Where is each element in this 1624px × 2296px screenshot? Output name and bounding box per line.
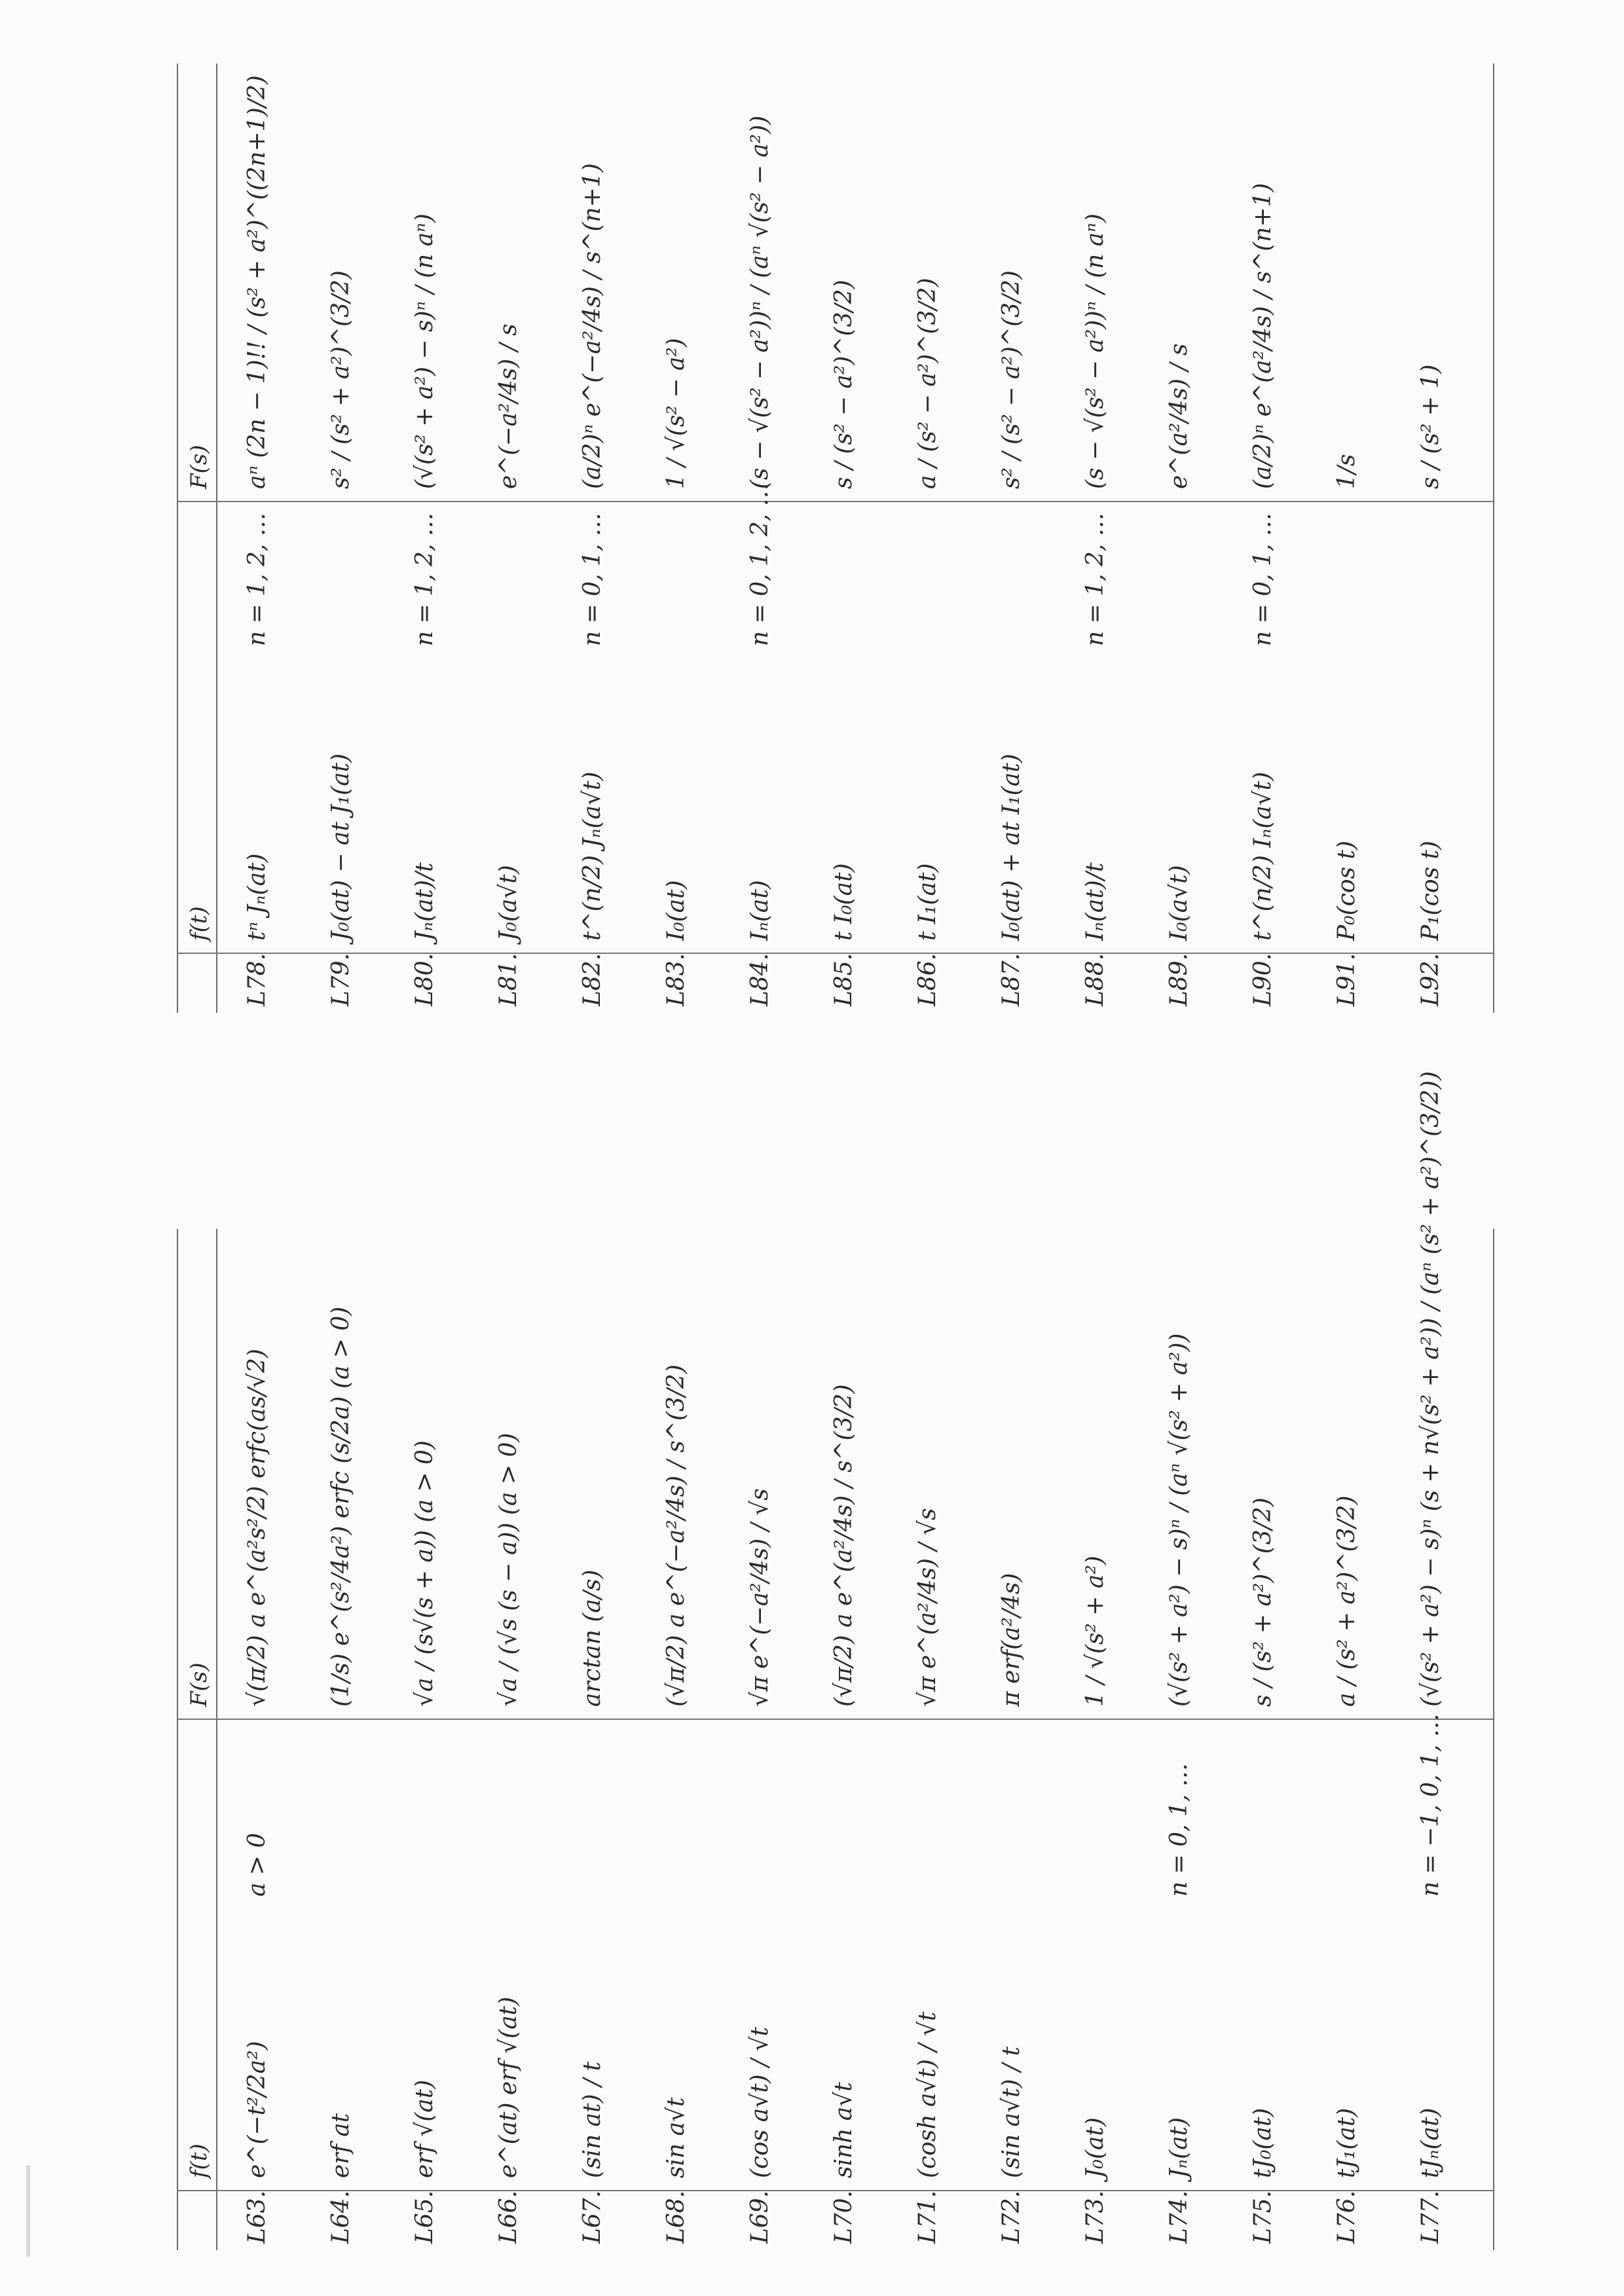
condition: n = 0, 1, … bbox=[1166, 1763, 1192, 1897]
row-id: L90. bbox=[1249, 953, 1276, 1006]
condition: a > 0 bbox=[244, 1832, 270, 1897]
header-ft: f(t) bbox=[186, 2143, 212, 2178]
laplace-transform: (1/s) e^(s²/4a²) erfc (s/2a) (a > 0) bbox=[327, 1306, 354, 1707]
laplace-transform: (a/2)ⁿ e^(−a²/4s) / s^(n+1) bbox=[579, 163, 606, 489]
laplace-transform: 1/s bbox=[1333, 454, 1360, 489]
time-function: tJ₀(at) bbox=[1249, 2107, 1276, 2178]
laplace-transform: (a/2)ⁿ e^(a²/4s) / s^(n+1) bbox=[1249, 183, 1276, 489]
laplace-transform: (√(s² + a²) − s)ⁿ / (aⁿ √(s² + a²)) bbox=[1166, 1333, 1192, 1707]
header-Fs: F(s) bbox=[186, 445, 212, 489]
condition: n = 0, 1, 2, … bbox=[747, 483, 773, 646]
row-id: L89. bbox=[1166, 953, 1192, 1006]
laplace-transform: s² / (s² − a²)^(3/2) bbox=[998, 270, 1025, 489]
column-divider bbox=[177, 501, 1493, 502]
row-id: L83. bbox=[663, 953, 690, 1006]
row-id: L75. bbox=[1249, 2190, 1276, 2244]
row-id: L72. bbox=[998, 2190, 1025, 2244]
time-function: erf √(at) bbox=[411, 2079, 438, 2178]
row-id: L82. bbox=[579, 953, 606, 1006]
header-rule bbox=[216, 1229, 217, 2250]
time-function: I₀(at) bbox=[663, 880, 690, 941]
header-rule bbox=[216, 64, 217, 1013]
row-id: L79. bbox=[327, 953, 354, 1006]
time-function: Jₙ(at) bbox=[1166, 2117, 1192, 2178]
condition: n = 0, 1, … bbox=[579, 513, 606, 646]
time-function: t I₀(at) bbox=[830, 863, 857, 941]
time-function: (cos a√t) / √t bbox=[747, 2026, 773, 2178]
laplace-transform: 1 / √(s² + a²) bbox=[1082, 1556, 1109, 1707]
table-top-rule bbox=[177, 64, 178, 1013]
row-id: L70. bbox=[830, 2190, 857, 2244]
time-function: sin a√t bbox=[663, 2097, 690, 2178]
condition: n = −1, 0, 1, … bbox=[1417, 1713, 1444, 1897]
row-id: L85. bbox=[830, 953, 857, 1006]
column-divider bbox=[177, 1719, 1493, 1720]
time-function: P₀(cos t) bbox=[1333, 841, 1360, 941]
laplace-transform: e^(−a²/4s) / s bbox=[495, 323, 522, 489]
time-function: t^(n/2) Jₙ(a√t) bbox=[579, 771, 606, 941]
laplace-transform: a / (s² − a²)^(3/2) bbox=[914, 278, 941, 489]
row-id: L71. bbox=[914, 2190, 941, 2244]
laplace-transform: (√π/2) a e^(−a²/4s) / s^(3/2) bbox=[663, 1364, 690, 1707]
row-id: L76. bbox=[1333, 2190, 1360, 2244]
time-function: (sin at) / t bbox=[579, 2061, 606, 2178]
row-id: L77. bbox=[1417, 2190, 1444, 2244]
time-function: tⁿ Jₙ(at) bbox=[244, 853, 270, 941]
time-function: tJₙ(at) bbox=[1417, 2107, 1444, 2178]
table-bottom-rule bbox=[1493, 1229, 1494, 2250]
time-function: J₀(at) − at J₁(at) bbox=[327, 753, 354, 941]
row-id: L87. bbox=[998, 953, 1025, 1006]
row-id: L67. bbox=[579, 2190, 606, 2244]
laplace-transform: √(π/2) a e^(a²s²/2) erfc(as/√2) bbox=[244, 1349, 270, 1707]
laplace-transform: 1 / √(s² − a²) bbox=[663, 338, 690, 489]
laplace-transform: s / (s² + 1) bbox=[1417, 364, 1444, 489]
time-function: Iₙ(at)/t bbox=[1082, 862, 1109, 941]
row-id: L69. bbox=[747, 2190, 773, 2244]
time-function: e^(at) erf √(at) bbox=[495, 1996, 522, 2178]
laplace-transform: s² / (s² + a²)^(3/2) bbox=[327, 270, 354, 489]
laplace-transform: (s − √(s² − a²))ⁿ / (n aⁿ) bbox=[1082, 213, 1109, 489]
laplace-transform: s / (s² + a²)^(3/2) bbox=[1249, 1497, 1276, 1707]
header-ft: f(t) bbox=[186, 906, 212, 941]
time-function: sinh a√t bbox=[830, 2082, 857, 2178]
row-id: L84. bbox=[747, 953, 773, 1006]
laplace-transform: e^(a²/4s) / s bbox=[1166, 343, 1192, 489]
time-function: erf at bbox=[327, 2113, 354, 2178]
row-id: L66. bbox=[495, 2190, 522, 2244]
time-function: Iₙ(at) bbox=[747, 880, 773, 941]
time-function: (cosh a√t) / √t bbox=[914, 2011, 941, 2178]
time-function: (sin a√t) / t bbox=[998, 2046, 1025, 2178]
row-id: L91. bbox=[1333, 953, 1360, 1006]
laplace-transform: √π e^(a²/4s) / √s bbox=[914, 1508, 941, 1707]
time-function: Jₙ(at)/t bbox=[411, 862, 438, 941]
time-function: I₀(at) + at I₁(at) bbox=[998, 754, 1025, 941]
row-id: L86. bbox=[914, 953, 941, 1006]
time-function: t^(n/2) Iₙ(a√t) bbox=[1249, 771, 1276, 941]
row-id: L65. bbox=[411, 2190, 438, 2244]
time-function: J₀(at) bbox=[1082, 2117, 1109, 2178]
condition: n = 0, 1, … bbox=[1249, 513, 1276, 646]
row-id: L64. bbox=[327, 2190, 354, 2244]
row-id: L81. bbox=[495, 953, 522, 1006]
time-function: I₀(a√t) bbox=[1166, 865, 1192, 941]
row-id: L78. bbox=[244, 953, 270, 1006]
laplace-transform: aⁿ (2n − 1)!! / (s² + a²)^((2n+1)/2) bbox=[244, 75, 270, 489]
laplace-transform: (√(s² + a²) − s)ⁿ (s + n√(s² + a²)) / (aⁿ (s² + a²)^(3/2)) bbox=[1417, 1071, 1444, 1707]
row-id: L74. bbox=[1166, 2190, 1192, 2244]
laplace-transform: a / (s² + a²)^(3/2) bbox=[1333, 1495, 1360, 1707]
condition: n = 1, 2, … bbox=[1082, 513, 1109, 646]
row-id: L80. bbox=[411, 953, 438, 1006]
laplace-transform: √π e^(−a²/4s) / √s bbox=[747, 1488, 773, 1707]
laplace-transform: s / (s² − a²)^(3/2) bbox=[830, 280, 857, 489]
laplace-transform: (√(s² + a²) − s)ⁿ / (n aⁿ) bbox=[411, 213, 438, 489]
time-function: e^(−t²/2a²) bbox=[244, 2041, 270, 2178]
condition: n = 1, 2, … bbox=[244, 513, 270, 646]
row-id: L63. bbox=[244, 2190, 270, 2244]
time-function: J₀(a√t) bbox=[495, 865, 522, 941]
condition: n = 1, 2, … bbox=[411, 513, 438, 646]
laplace-transform: arctan (a/s) bbox=[579, 1569, 606, 1707]
row-id: L68. bbox=[663, 2190, 690, 2244]
laplace-transform: √a / (s√(s + a)) (a > 0) bbox=[411, 1440, 438, 1707]
laplace-transform: π erf(a²/4s) bbox=[998, 1573, 1025, 1707]
table-top-rule bbox=[177, 1229, 178, 2250]
header-Fs: F(s) bbox=[186, 1662, 212, 1707]
time-function: tJ₁(at) bbox=[1333, 2107, 1360, 2178]
row-id: L73. bbox=[1082, 2190, 1109, 2244]
time-function: t I₁(at) bbox=[914, 863, 941, 941]
table-bottom-rule bbox=[1493, 64, 1494, 1013]
scan-smudge bbox=[26, 2165, 30, 2257]
time-function: P₁(cos t) bbox=[1417, 841, 1444, 941]
laplace-transform: √a / (√s (s − a)) (a > 0) bbox=[495, 1432, 522, 1707]
row-id: L92. bbox=[1417, 953, 1444, 1006]
row-id: L88. bbox=[1082, 953, 1109, 1006]
laplace-transform: (√π/2) a e^(a²/4s) / s^(3/2) bbox=[830, 1384, 857, 1707]
laplace-transform: (s − √(s² − a²))ⁿ / (aⁿ √(s² − a²)) bbox=[747, 115, 773, 489]
